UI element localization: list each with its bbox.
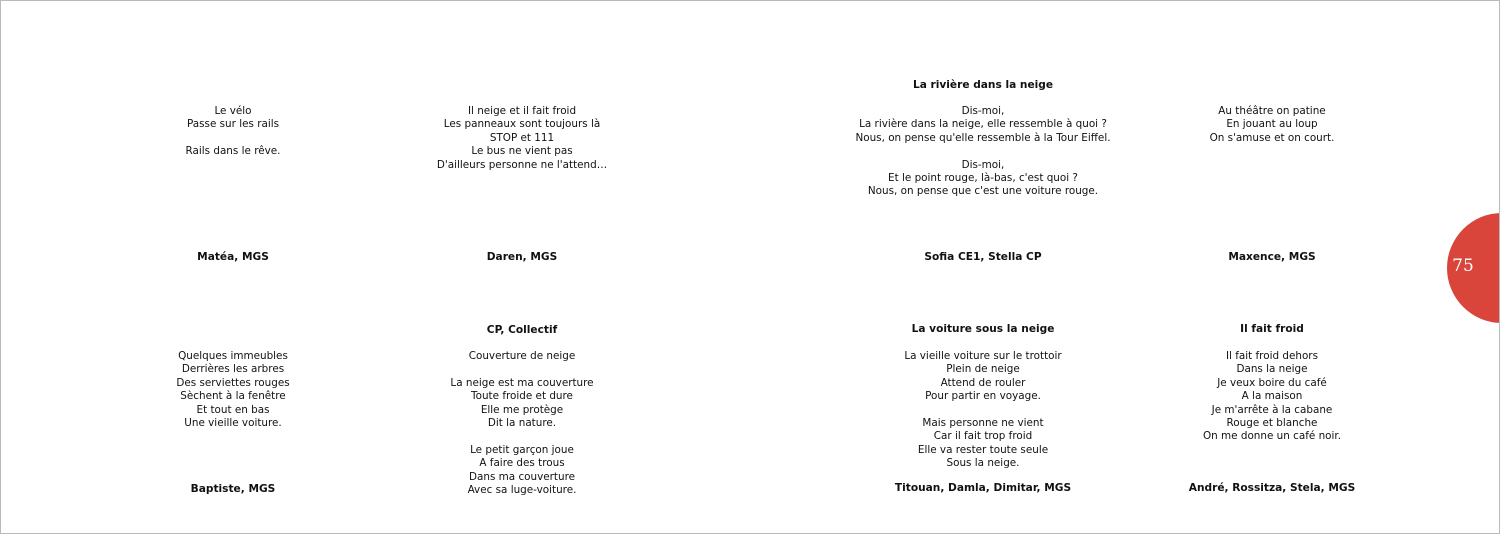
poem-line: Dans la neige	[1236, 363, 1308, 376]
poem-line: Elle me protège	[480, 403, 564, 416]
poem-line: Dans ma couverture	[468, 470, 576, 483]
poem-line: Sèchent à la fenêtre	[180, 390, 286, 403]
poem-6-body	[362, 350, 682, 497]
poem-1-body	[73, 105, 393, 159]
poem-line: On s'amuse et on court.	[1209, 131, 1335, 144]
poem-line: Au théâtre on patine	[1218, 105, 1326, 117]
poem-line: Couverture de neige	[468, 350, 576, 362]
poem-line: Toute froide et dure	[471, 390, 573, 403]
poem-3-title: La rivière dans la neige	[912, 79, 1054, 91]
poem-line: La neige est ma couverture	[450, 376, 594, 389]
stanza-break	[73, 132, 393, 145]
poem-line: Et tout en bas	[196, 403, 270, 416]
poem-8-body	[1112, 350, 1432, 444]
stanza-break	[362, 430, 682, 443]
poem-line: Les panneaux sont toujours là	[443, 118, 601, 131]
poem-line: Quelques immeubles	[178, 350, 288, 362]
poem-line: Il fait froid dehors	[1225, 350, 1318, 362]
poem-5-body	[73, 350, 393, 430]
poem-line: STOP et 111	[489, 131, 555, 144]
poem-line: Rouge et blanche	[1226, 417, 1318, 430]
poem-line: Elle va rester toute seule	[917, 443, 1049, 456]
poem-line: Il neige et il fait froid	[467, 105, 577, 117]
poem-3-body	[823, 105, 1143, 199]
poem-8-title: Il fait froid	[1240, 323, 1304, 335]
stanza-break	[823, 404, 1143, 417]
poem-line: Pour partir en voyage.	[925, 390, 1041, 403]
poem-7-body	[823, 350, 1143, 471]
poem-line: Le petit garçon joue	[470, 443, 574, 456]
poem-1-author: Matéa, MGS	[197, 251, 269, 263]
poem-line: Le vélo	[214, 105, 252, 117]
poem-line: Le bus ne vient pas	[471, 145, 573, 158]
poem-line: Et le point rouge, là-bas, c'est quoi ?	[888, 172, 1078, 185]
poem-line: Sous la neige.	[946, 457, 1020, 470]
stanza-break	[362, 363, 682, 376]
poem-line: Je m'arrête à la cabane	[1211, 403, 1333, 416]
poem-7-title: La voiture sous la neige	[911, 323, 1055, 335]
poem-line: Nous, on pense qu'elle ressemble à la Tour Eiffel.	[855, 131, 1111, 144]
poem-line: Dis-moi,	[961, 158, 1005, 171]
poem-line: Passe sur les rails	[186, 118, 280, 131]
poem-line: Rails dans le rêve.	[185, 145, 281, 158]
poem-2-author: Daren, MGS	[486, 251, 558, 263]
poem-8-author: André, Rossitza, Stela, MGS	[1188, 482, 1356, 494]
poem-line: A faire des trous	[479, 457, 565, 470]
poem-line: Attend de rouler	[940, 376, 1026, 389]
poem-line: On me donne un café noir.	[1202, 430, 1342, 443]
poem-line: Une vieille voiture.	[184, 417, 282, 430]
poem-line: Mais personne ne vient	[922, 417, 1044, 430]
poem-3-author: Sofia CE1, Stella CP	[924, 251, 1042, 263]
poem-4-body	[1112, 105, 1432, 145]
poem-2-body	[362, 105, 682, 172]
poem-4-author: Maxence, MGS	[1228, 251, 1316, 263]
poem-line: Plein de neige	[946, 363, 1020, 376]
poem-line: Car il fait trop froid	[933, 430, 1033, 443]
stanza-break	[823, 145, 1143, 158]
poem-line: Nous, on pense que c'est une voiture rouge.	[867, 185, 1099, 198]
poem-line: Dis-moi,	[961, 105, 1005, 117]
poem-line: Je veux boire du café	[1217, 376, 1327, 389]
poem-line: Avec sa luge-voiture.	[467, 484, 577, 497]
poem-line: En jouant au loup	[1226, 118, 1318, 131]
poem-line: La vieille voiture sur le trottoir	[904, 350, 1062, 362]
page-number: 75	[1452, 256, 1474, 276]
poem-6-title: CP, Collectif	[486, 324, 558, 336]
poem-5-author: Baptiste, MGS	[190, 483, 276, 495]
poem-7-author: Titouan, Damla, Dimitar, MGS	[894, 482, 1072, 494]
poem-line: Des serviettes rouges	[176, 376, 290, 389]
poem-line: D'ailleurs personne ne l'attend…	[436, 158, 608, 171]
poem-line: Derrières les arbres	[181, 363, 285, 376]
poem-line: Dit la nature.	[487, 417, 557, 430]
poem-line: La rivière dans la neige, elle ressemble à quoi ?	[859, 118, 1107, 131]
poem-line: A la maison	[1241, 390, 1303, 403]
